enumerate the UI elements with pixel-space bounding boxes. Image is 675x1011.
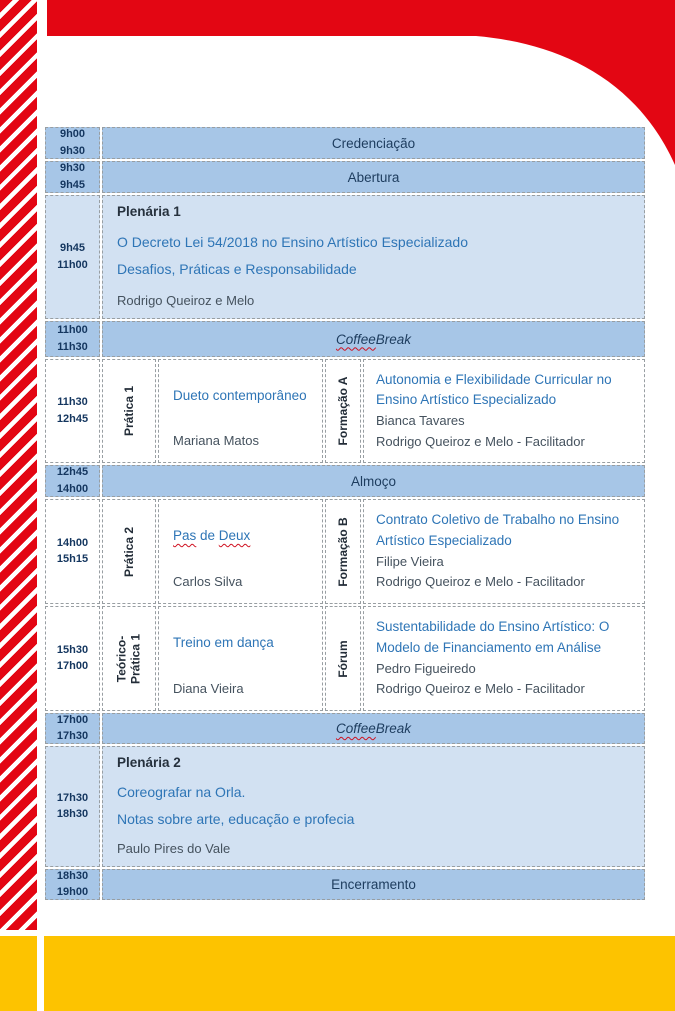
yellow-footer-block [0, 936, 37, 1011]
row-session-c [45, 606, 645, 711]
row-plenaria-1 [45, 195, 645, 319]
banner-label: Almoço [102, 465, 645, 497]
talk-speaker-2: Rodrigo Queiroz e Melo - Facilitador [376, 574, 585, 590]
row-session-b [45, 499, 645, 604]
row-abertura [45, 161, 645, 193]
stream-label: Formação A [335, 376, 350, 446]
time-end: 9h45 [59, 178, 86, 191]
track-label-line2: Prática 1 [129, 633, 143, 684]
time-cell [45, 606, 100, 711]
stream-label-cell [325, 606, 361, 711]
track-label: Prática 2 [121, 526, 136, 577]
stream-label: Fórum [335, 639, 350, 678]
workshop-cell [158, 359, 323, 463]
workshop-title [173, 522, 310, 549]
time-cell [45, 869, 100, 900]
time-start: 9h30 [59, 162, 86, 175]
talk-speakers [376, 411, 634, 452]
time-end: 11h30 [57, 340, 88, 353]
plenary-speaker: Rodrigo Queiroz e Melo [117, 293, 255, 308]
workshop-title: Treino em dança [173, 635, 274, 650]
track-label-cell [102, 499, 156, 604]
talk-speaker-2: Rodrigo Queiroz e Melo - Facilitador [376, 433, 585, 449]
time-start: 11h30 [57, 396, 88, 409]
row-coffee-break-2 [45, 713, 645, 744]
stream-label: Formação B [335, 516, 350, 587]
time-start: 11h00 [57, 324, 88, 337]
misspelled-word: Coffee [335, 721, 376, 737]
banner-label [102, 321, 645, 357]
misspelled-word: Pas [173, 528, 197, 543]
yellow-footer-bar [44, 936, 675, 1011]
stream-label-cell [325, 499, 361, 604]
talk-title: Sustentabilidade do Ensino Artístico: O Modelo de Financiamento em Análise [376, 619, 610, 655]
time-end: 18h30 [56, 808, 89, 820]
workshop-speaker: Mariana Matos [173, 433, 259, 448]
time-start: 18h30 [56, 870, 89, 882]
banner-label: Abertura [102, 161, 645, 193]
talk-speaker-1: Filipe Vieira [376, 553, 444, 569]
time-start: 9h45 [59, 242, 86, 255]
talk-speaker-1: Pedro Figueiredo [376, 660, 476, 676]
plenary-heading: Plenária 1 [117, 204, 181, 219]
workshop-speaker: Carlos Silva [173, 574, 243, 589]
track-label-line1: Teórico- [114, 635, 129, 682]
time-end: 14h00 [56, 482, 89, 495]
plenary-title [117, 779, 630, 832]
time-start: 9h00 [59, 128, 86, 141]
plenary-title-line2: Notas sobre arte, educação e profecia [117, 810, 355, 827]
time-end: 11h00 [57, 258, 88, 271]
row-plenaria-2 [45, 746, 645, 867]
track-label: Prática 1 [121, 385, 136, 437]
plenary-title-line2: Desafios, Práticas e Responsabilidade [117, 261, 357, 277]
row-session-a [45, 359, 645, 463]
time-end: 19h00 [56, 886, 89, 899]
time-cell [45, 465, 100, 497]
stream-label-cell [325, 359, 361, 463]
time-cell [45, 195, 100, 319]
time-start: 15h30 [56, 643, 89, 656]
time-end: 17h30 [56, 730, 89, 743]
time-cell [45, 499, 100, 604]
time-start: 14h00 [56, 536, 89, 549]
row-coffee-break-1 [45, 321, 645, 357]
time-cell [45, 359, 100, 463]
talk-cell [363, 606, 645, 711]
workshop-cell [158, 499, 323, 604]
track-label-cell [102, 359, 156, 463]
row-credenciacao [45, 127, 645, 159]
time-cell [45, 746, 100, 867]
plenary-heading: Plenária 2 [117, 755, 181, 770]
talk-speakers [376, 659, 634, 700]
misspelled-word: Deux [218, 528, 251, 543]
time-end: 12h45 [56, 412, 89, 425]
time-start: 17h00 [56, 714, 89, 726]
talk-title: Contrato Coletivo de Trabalho no Ensino Artístico Especializado [376, 512, 620, 548]
talk-title: Autonomia e Flexibilidade Curricular no Ensino Artístico Especializado [376, 371, 612, 408]
banner-label: Encerramento [102, 869, 645, 900]
time-cell [45, 713, 100, 744]
workshop-title: Dueto contemporâneo [173, 388, 307, 403]
track-label [115, 633, 144, 683]
time-cell [45, 321, 100, 357]
time-cell [45, 127, 100, 159]
row-encerramento [45, 869, 645, 900]
time-end: 15h15 [56, 553, 89, 565]
schedule-table [45, 127, 645, 902]
talk-speaker-2: Rodrigo Queiroz e Melo - Facilitador [376, 681, 585, 697]
workshop-speaker: Diana Vieira [173, 681, 244, 696]
banner-label-rest: Break [375, 721, 412, 737]
plenary-title-line1: Coreografar na Orla. [117, 783, 246, 800]
talk-speakers [376, 552, 634, 593]
banner-label-rest: Break [375, 331, 412, 347]
talk-cell [363, 499, 645, 604]
workshop-title-mid: de [196, 528, 219, 543]
talk-cell [363, 359, 645, 463]
workshop-cell [158, 606, 323, 711]
plenary-title-line1: O Decreto Lei 54/2018 no Ensino Artístico Especializado [117, 234, 468, 251]
time-end: 17h00 [56, 660, 89, 672]
plenary-content [102, 746, 645, 867]
row-almoco [45, 465, 645, 497]
plenary-title [117, 229, 630, 282]
track-label-cell [102, 606, 156, 711]
time-cell [45, 161, 100, 193]
time-start: 17h30 [56, 791, 89, 804]
time-start: 12h45 [56, 466, 89, 479]
banner-label [102, 713, 645, 744]
misspelled-word: Coffee [335, 331, 376, 347]
time-end: 9h30 [59, 144, 86, 157]
plenary-speaker: Paulo Pires do Vale [117, 841, 231, 856]
plenary-content [102, 195, 645, 319]
banner-label: Credenciação [102, 127, 645, 159]
talk-speaker-1: Bianca Tavares [376, 413, 465, 429]
